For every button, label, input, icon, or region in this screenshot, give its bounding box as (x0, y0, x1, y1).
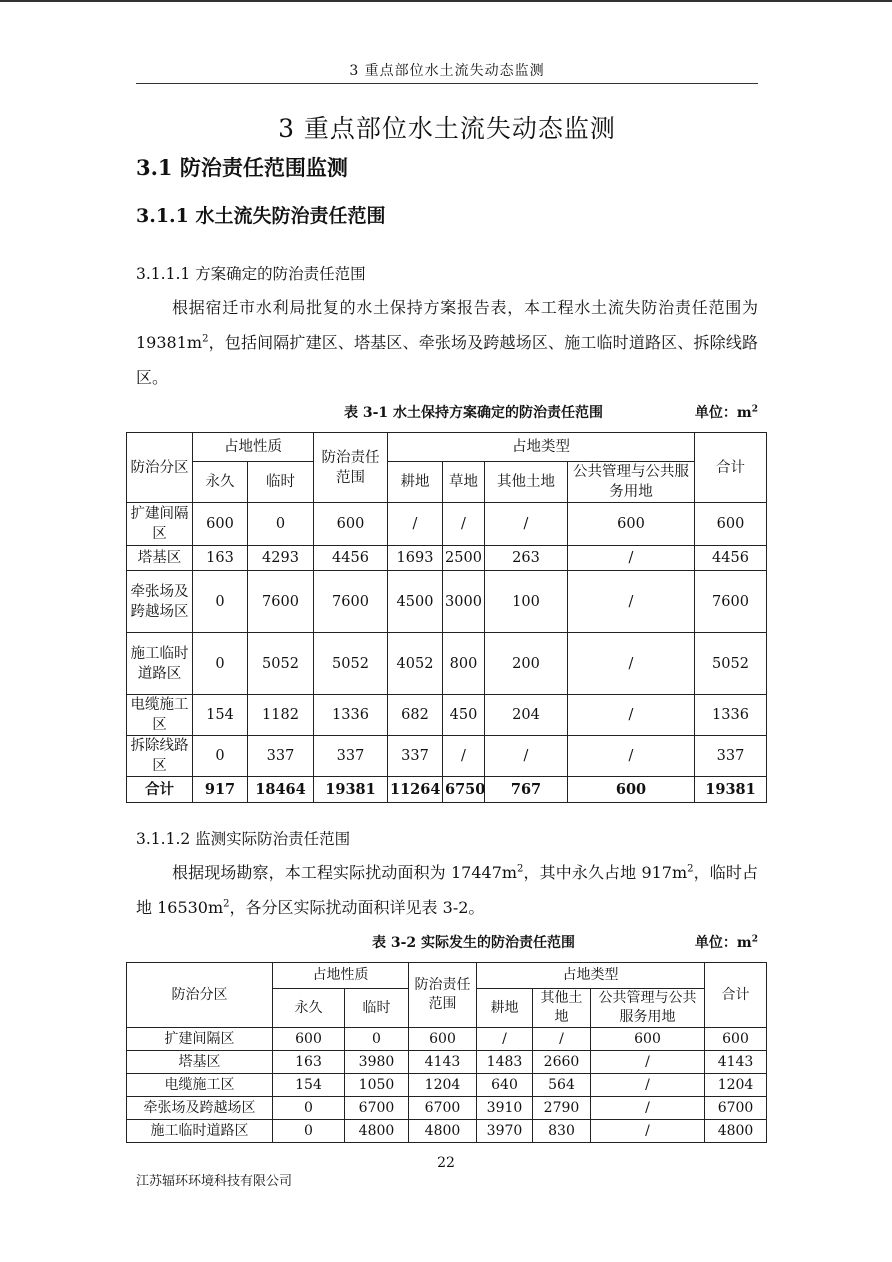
cell-zone: 塔基区 (127, 546, 193, 571)
superscript: 2 (517, 863, 524, 875)
cell-permanent: 163 (273, 1051, 345, 1074)
header-temporary: 临时 (248, 462, 314, 503)
cell-other: / (533, 1028, 591, 1051)
cell-other: 2790 (533, 1097, 591, 1120)
table-row (127, 736, 767, 777)
cell-total: 6700 (705, 1097, 767, 1120)
table-row (127, 503, 767, 546)
cell-grassland: 6750 (443, 777, 485, 803)
header-other: 其他土地 (533, 989, 591, 1028)
cell-permanent: 0 (193, 736, 248, 777)
superscript: 2 (202, 333, 209, 345)
cell-zone: 扩建间隔区 (127, 1028, 273, 1051)
cell-farmland: / (477, 1028, 533, 1051)
cell-temporary: 0 (345, 1028, 409, 1051)
header-public: 公共管理与公共服务用地 (591, 989, 705, 1028)
cell-zone: 拆除线路区 (127, 736, 193, 777)
cell-scope: 337 (314, 736, 388, 777)
cell-grassland: / (443, 503, 485, 546)
cell-permanent: 600 (193, 503, 248, 546)
cell-temporary: 1182 (248, 695, 314, 736)
cell-farmland: 682 (388, 695, 443, 736)
cell-other: 830 (533, 1120, 591, 1143)
table-row (127, 546, 767, 571)
cell-temporary: 3980 (345, 1051, 409, 1074)
cell-total: 7600 (695, 571, 767, 633)
cell-temporary: 0 (248, 503, 314, 546)
paragraph-text: ，包括间隔扩建区、塔基区、牵张场及跨越场区、施工临时道路区、拆除线路区。 (136, 333, 758, 387)
cell-temporary: 5052 (248, 633, 314, 695)
table-row (127, 571, 767, 633)
cell-other: / (485, 736, 568, 777)
subsubsection-heading-2: 3.1.1.2 监测实际防治责任范围 (136, 830, 351, 848)
table2 (126, 962, 767, 1143)
superscript: 2 (223, 898, 230, 910)
table-row (127, 695, 767, 736)
cell-public: / (591, 1120, 705, 1143)
cell-total: 1336 (695, 695, 767, 736)
paragraph-text: 根据现场勘察，本工程实际扰动面积为 17447m (172, 863, 518, 882)
subsubsection-heading-1: 3.1.1.1 方案确定的防治责任范围 (136, 265, 366, 283)
cell-farmland: 4052 (388, 633, 443, 695)
header-zone: 防治分区 (127, 433, 193, 503)
table2-unit (695, 932, 758, 952)
cell-public: / (568, 695, 695, 736)
cell-public: / (591, 1051, 705, 1074)
cell-public: / (591, 1097, 705, 1120)
table-row (127, 1097, 767, 1120)
cell-temporary: 1050 (345, 1074, 409, 1097)
cell-permanent: 154 (273, 1074, 345, 1097)
header-scope: 防治责任范围 (314, 433, 388, 503)
cell-grassland: 2500 (443, 546, 485, 571)
cell-scope: 4800 (409, 1120, 477, 1143)
header-temporary: 临时 (345, 989, 409, 1028)
cell-public: 600 (568, 503, 695, 546)
unit-text: 单位：m (694, 935, 752, 951)
cell-grassland: 450 (443, 695, 485, 736)
cell-total: 19381 (695, 777, 767, 803)
header-permanent: 永久 (193, 462, 248, 503)
cell-farmland: 640 (477, 1074, 533, 1097)
footer-company: 江苏辐环环境科技有限公司 (136, 1174, 293, 1189)
top-border-line (0, 0, 892, 2)
cell-scope: 1204 (409, 1074, 477, 1097)
paragraph-approved-scope (136, 290, 758, 395)
cell-farmland: 1483 (477, 1051, 533, 1074)
cell-farmland: 337 (388, 736, 443, 777)
cell-other: 200 (485, 633, 568, 695)
header-total: 合计 (695, 433, 767, 503)
header-scope: 防治责任范围 (409, 963, 477, 1028)
cell-farmland: 11264 (388, 777, 443, 803)
cell-other: 100 (485, 571, 568, 633)
cell-zone: 电缆施工区 (127, 695, 193, 736)
cell-farmland: 4500 (388, 571, 443, 633)
running-header: 3 重点部位水土流失动态监测 (349, 63, 545, 79)
cell-public: / (568, 546, 695, 571)
cell-scope: 4143 (409, 1051, 477, 1074)
header-zone: 防治分区 (127, 963, 273, 1028)
cell-permanent: 0 (273, 1097, 345, 1120)
superscript: 2 (687, 863, 694, 875)
cell-total: 337 (695, 736, 767, 777)
header-farmland: 耕地 (388, 462, 443, 503)
header-total: 合计 (705, 963, 767, 1028)
cell-total: 4143 (705, 1051, 767, 1074)
cell-other: 2660 (533, 1051, 591, 1074)
paragraph-actual-scope (136, 855, 758, 925)
header-nature: 占地性质 (273, 963, 409, 989)
cell-total: 600 (695, 503, 767, 546)
cell-scope: 6700 (409, 1097, 477, 1120)
cell-farmland: / (388, 503, 443, 546)
cell-public: / (568, 633, 695, 695)
header-landtype: 占地类型 (388, 433, 695, 462)
header-rule (136, 83, 758, 84)
table2-title: 表 3-2 实际发生的防治责任范围 (372, 935, 576, 951)
cell-grassland: 3000 (443, 571, 485, 633)
table-row (127, 633, 767, 695)
paragraph-text: ，临时占地 16530m (136, 863, 758, 917)
cell-zone: 电缆施工区 (127, 1074, 273, 1097)
paragraph-text: 根据宿迁市水利局批复的水土保持方案报告表，本工程水土流失防治责任范围为 19381m (136, 298, 758, 352)
cell-permanent: 0 (193, 633, 248, 695)
table-row (127, 1120, 767, 1143)
header-permanent: 永久 (273, 989, 345, 1028)
cell-zone: 牵张场及跨越场区 (127, 1097, 273, 1120)
subsection-heading: 3.1.1 水土流失防治责任范围 (136, 205, 386, 227)
header-other: 其他土地 (485, 462, 568, 503)
cell-other: 204 (485, 695, 568, 736)
cell-total: 5052 (695, 633, 767, 695)
cell-scope: 19381 (314, 777, 388, 803)
cell-scope: 600 (314, 503, 388, 546)
cell-permanent: 0 (193, 571, 248, 633)
cell-public: 600 (591, 1028, 705, 1051)
cell-zone: 塔基区 (127, 1051, 273, 1074)
table-row (127, 1074, 767, 1097)
cell-farmland: 1693 (388, 546, 443, 571)
superscript: 2 (751, 934, 758, 945)
cell-permanent: 0 (273, 1120, 345, 1143)
header-farmland: 耕地 (477, 989, 533, 1028)
cell-farmland: 3910 (477, 1097, 533, 1120)
header-nature: 占地性质 (193, 433, 314, 462)
cell-total: 1204 (705, 1074, 767, 1097)
cell-scope: 7600 (314, 571, 388, 633)
table1 (126, 432, 767, 803)
cell-other: 564 (533, 1074, 591, 1097)
superscript: 2 (751, 404, 758, 415)
cell-zone: 施工临时道路区 (127, 633, 193, 695)
cell-zone: 扩建间隔区 (127, 503, 193, 546)
cell-permanent: 917 (193, 777, 248, 803)
table-total-row (127, 777, 767, 803)
cell-public: / (568, 571, 695, 633)
cell-farmland: 3970 (477, 1120, 533, 1143)
cell-total: 4456 (695, 546, 767, 571)
header-landtype: 占地类型 (477, 963, 705, 989)
section-heading: 3.1 防治责任范围监测 (136, 155, 348, 180)
cell-temporary: 337 (248, 736, 314, 777)
cell-grassland: 800 (443, 633, 485, 695)
cell-public: / (568, 736, 695, 777)
cell-temporary: 4800 (345, 1120, 409, 1143)
cell-total: 4800 (705, 1120, 767, 1143)
header-grassland: 草地 (443, 462, 485, 503)
cell-other: 263 (485, 546, 568, 571)
paragraph-text: ，其中永久占地 917m (523, 863, 688, 882)
cell-temporary: 4293 (248, 546, 314, 571)
page-number: 22 (437, 1155, 455, 1171)
cell-permanent: 600 (273, 1028, 345, 1051)
cell-scope: 4456 (314, 546, 388, 571)
cell-other: / (485, 503, 568, 546)
cell-zone: 合计 (127, 777, 193, 803)
cell-scope: 5052 (314, 633, 388, 695)
chapter-title: 3 重点部位水土流失动态监测 (278, 114, 616, 143)
unit-text: 单位：m (694, 405, 752, 421)
table1-title: 表 3-1 水土保持方案确定的防治责任范围 (344, 405, 604, 421)
table1-unit (695, 402, 758, 422)
cell-permanent: 163 (193, 546, 248, 571)
cell-zone: 施工临时道路区 (127, 1120, 273, 1143)
cell-temporary: 6700 (345, 1097, 409, 1120)
table-row (127, 1028, 767, 1051)
cell-temporary: 18464 (248, 777, 314, 803)
cell-public: 600 (568, 777, 695, 803)
cell-scope: 1336 (314, 695, 388, 736)
table-row (127, 1051, 767, 1074)
header-public: 公共管理与公共服务用地 (568, 462, 695, 503)
cell-scope: 600 (409, 1028, 477, 1051)
cell-total: 600 (705, 1028, 767, 1051)
cell-grassland: / (443, 736, 485, 777)
cell-other: 767 (485, 777, 568, 803)
cell-public: / (591, 1074, 705, 1097)
paragraph-text: ，各分区实际扰动面积详见表 3-2。 (229, 898, 485, 917)
cell-zone: 牵张场及跨越场区 (127, 571, 193, 633)
cell-permanent: 154 (193, 695, 248, 736)
cell-temporary: 7600 (248, 571, 314, 633)
